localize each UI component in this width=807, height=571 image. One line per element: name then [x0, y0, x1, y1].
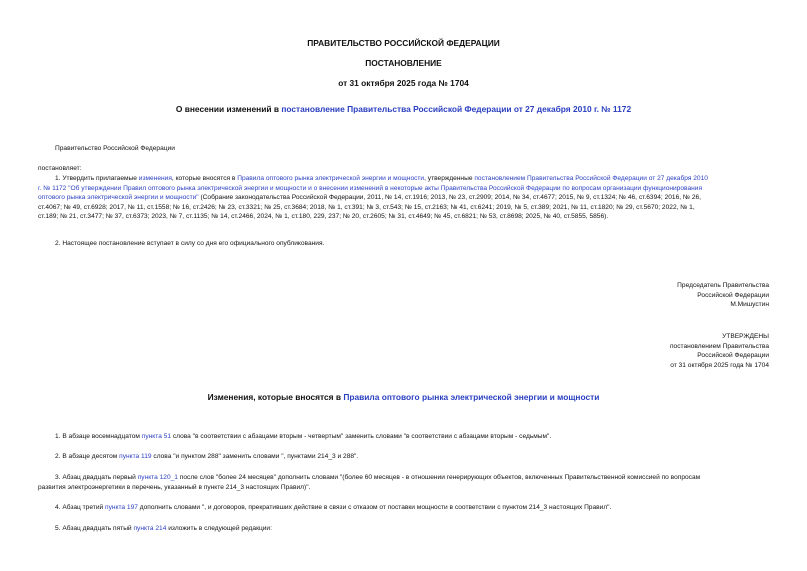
approval-line-4: от 31 октября 2025 года № 1704	[670, 361, 769, 369]
resolution-link-part-1[interactable]: постановлением Правительства Российской Федерации от 27 декабря 2010	[474, 175, 708, 182]
resolves-text: постановляет:	[38, 165, 82, 172]
change-item-5	[55, 524, 272, 534]
resolution-link-part-3[interactable]: оптового рынка электрической энергии и мощности"	[38, 194, 199, 202]
resolution-link-part-2[interactable]: г. № 1172 "Об утверждении Правил оптового рынка электрической энергии и мощности и о внесении изменений в некоторые акты Правительства Российской Федерации по вопросам организации функционирования	[38, 184, 703, 192]
changes-heading-prefix: Изменения, которые вносятся в	[207, 392, 344, 402]
item-1-text-a: 1. В абзаце восемнадцатом	[55, 433, 142, 440]
p1-text-2: , которые вносятся в	[171, 175, 238, 182]
paragraph-2: 2. Настоящее постановление вступает в силу со дня его официального опубликования.	[55, 240, 325, 247]
document-date-number: от 31 октября 2025 года № 1704	[338, 78, 469, 88]
signature-title: Председатель Правительства	[677, 282, 769, 289]
change-item-4	[55, 503, 611, 513]
government-name: ПРАВИТЕЛЬСТВО РОССИЙСКОЙ ФЕДЕРАЦИИ	[307, 38, 500, 48]
signature-block	[677, 281, 769, 310]
p1-line-5: ст.189; № 21, ст.3477; № 37, ст.6373; 2023, № 7, ст.1135; № 14, ст.2466, 2024, № 1, ст.180, 229, 237; № 20, ст.2605; № 31, ст.4649; № 45, ст.6821; № 53, ст.8698; 2025, № 40, ст.5855, 5856).	[38, 213, 609, 221]
document-title	[0, 104, 807, 114]
item-1-text-b: слова "в соответствии с абзацами вторым - четвертым" заменить словами "в соответствии с абзацами вторым - седьмым".	[171, 433, 552, 440]
p1-text-4: (Собрание законодательства Российской Федерации, 2011, № 14, ст.1916; 2013, № 23, ст.2909; 2014, № 34, ст.4677; 2015, № 9, ст.1324; № 46, ст.6394; 2016, № 26,	[198, 194, 701, 202]
item-2-link[interactable]: пункта 119	[119, 453, 152, 460]
item-2-text-b: слова "и пунктом 288" заменить словами ", пунктами 214_3 и 288".	[151, 453, 359, 460]
approval-line-2: постановлением Правительства	[669, 342, 769, 350]
signature-org: Российской Федерации	[697, 291, 769, 299]
approval-title: УТВЕРЖДЕНЫ	[722, 333, 769, 340]
change-item-2	[55, 452, 358, 462]
item-3-link[interactable]: пункта 120_1	[137, 474, 178, 481]
rules-link[interactable]: Правила оптового рынка электрической энергии и мощности	[237, 175, 425, 182]
item-3-text-a: 3. Абзац двадцать первый	[55, 474, 138, 481]
title-link[interactable]: постановление Правительства Российской Федерации от 27 декабря 2010 г. № 1172	[281, 104, 632, 114]
title-prefix: О внесении изменений в	[175, 104, 282, 114]
item-5-text-b: изложить в следующей редакции:	[166, 525, 272, 532]
issuer: Правительство Российской Федерации	[55, 145, 175, 152]
changes-heading-link[interactable]: Правила оптового рынка электрической энергии и мощности	[343, 392, 600, 402]
item-4-link[interactable]: пункта 197	[105, 504, 138, 511]
item-3-text-c: развития электроэнергетики в перечень, указанный в пункте 214_3 настоящих Правил)".	[38, 483, 311, 491]
item-2-text-a: 2. В абзаце десятом	[55, 453, 120, 460]
document-type: ПОСТАНОВЛЕНИЕ	[365, 58, 442, 68]
item-3-text-b: после слов "более 24 месяцев" дополнить словами "(более 60 месяцев - в отношении генерирующих объектов, включенных Правительственной комиссией по вопросам	[177, 474, 701, 481]
paragraph-1	[38, 174, 778, 222]
item-5-link[interactable]: пункта 214	[133, 525, 167, 532]
changes-link[interactable]: изменения	[138, 175, 172, 182]
signature-name: М.Мишустин	[730, 301, 769, 309]
item-4-text-b: дополнить словами ", и договоров, прекративших действие в связи с отказом от поставки мощности в соответствии с пунктом 214_3 настоящих Правил".	[137, 504, 612, 511]
approval-block	[670, 332, 769, 370]
change-item-3	[38, 473, 778, 492]
p1-text-1: 1. Утвердить прилагаемые	[55, 175, 139, 182]
approval-line-3: Российской Федерации	[697, 352, 769, 360]
item-1-link[interactable]: пункта 51	[141, 433, 172, 440]
changes-heading	[0, 392, 807, 402]
p1-line-4: ст.4067; № 49, ст.6928; 2017, № 11, ст.1558; № 16, ст.2426; № 23, ст.3321; № 25, ст.3684; 2018, № 1, ст.391; № 3, ст.543; № 15, ст.2163; № 41, ст.6241; 2019, № 5, ст.389; 2021, № 11, ст.1820; № 29, ст.5670; 2022, № 1,	[38, 203, 695, 211]
change-item-1	[55, 432, 551, 442]
p1-text-3: , утвержденные	[424, 175, 475, 182]
item-4-text-a: 4. Абзац третий	[55, 504, 106, 511]
item-5-text-a: 5. Абзац двадцать пятый	[55, 525, 134, 532]
